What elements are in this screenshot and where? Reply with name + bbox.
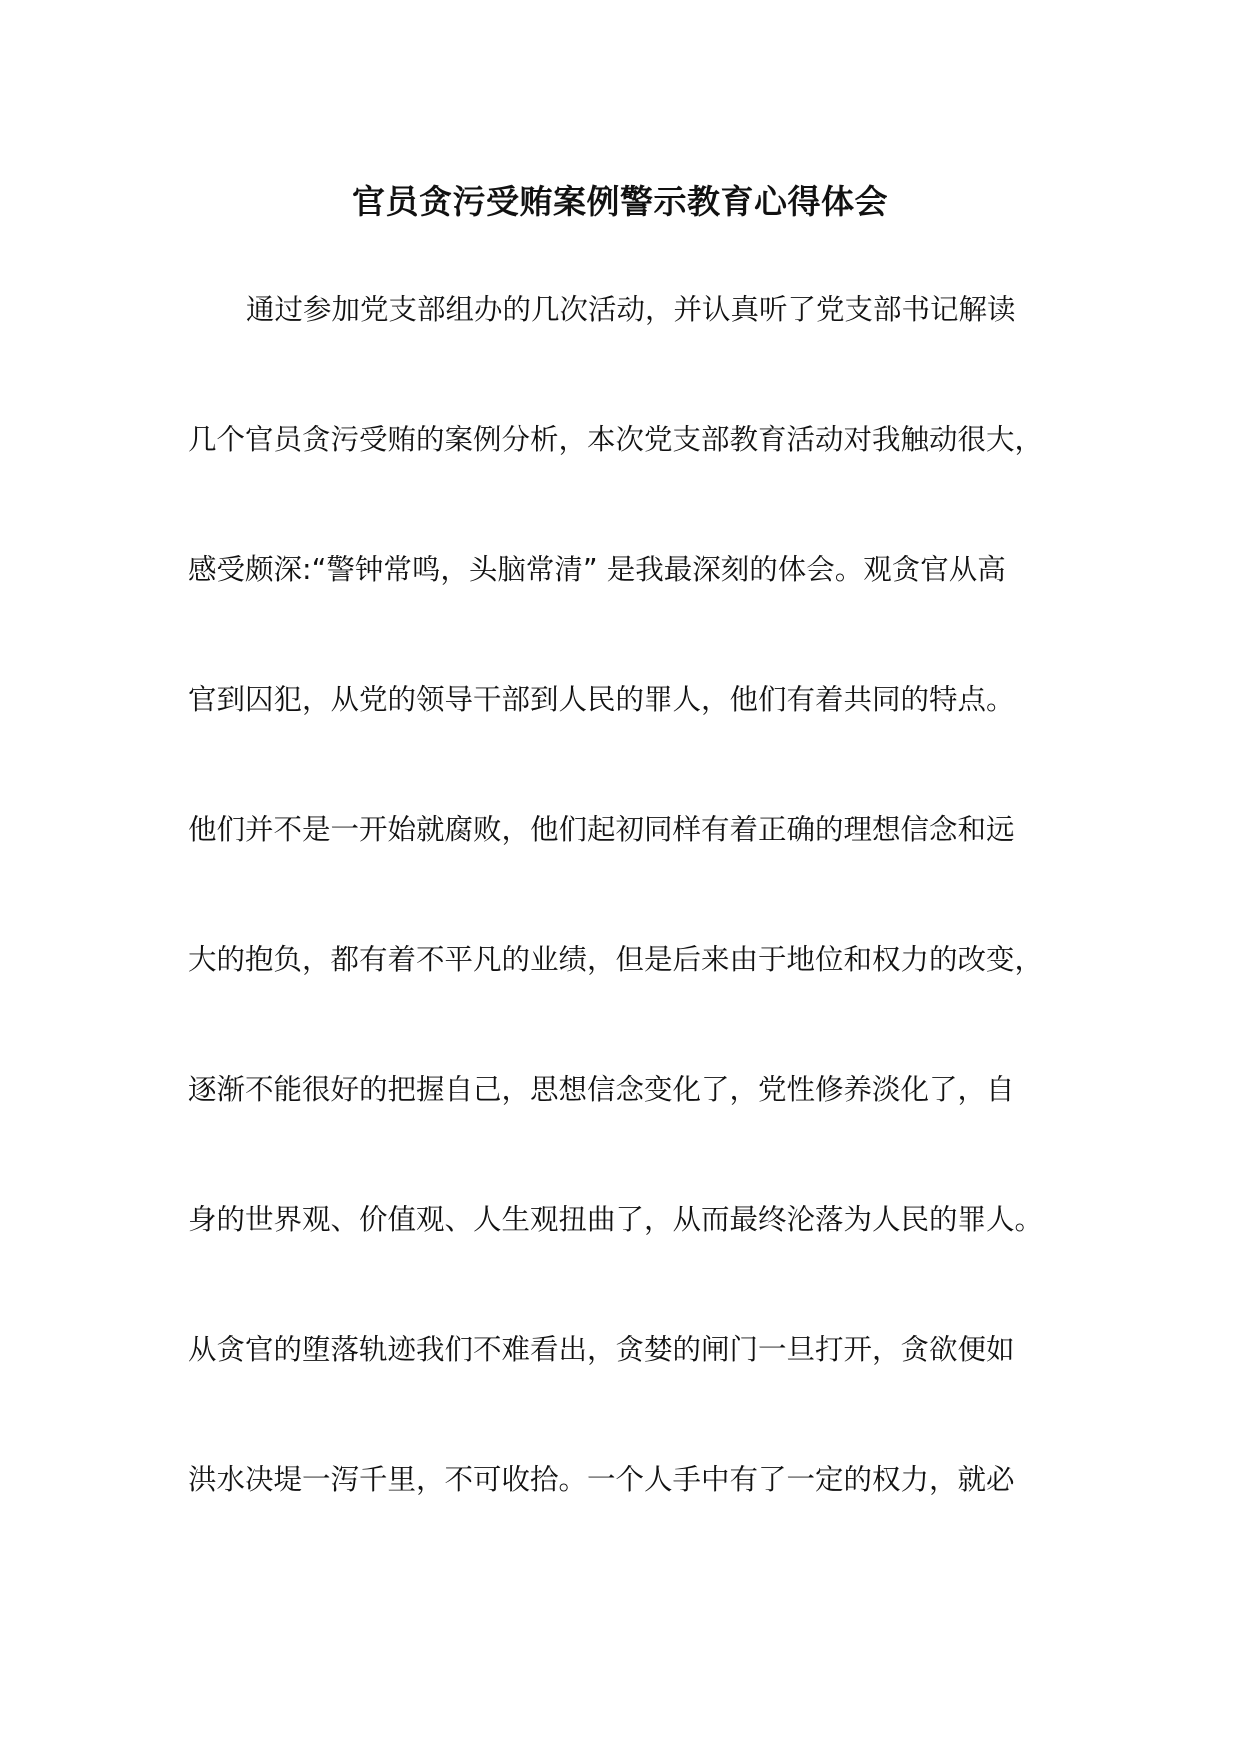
paragraph-line: 身的世界观、价值观、人生观扭曲了，从而最终沦落为人民的罪人。 <box>188 1203 1044 1236</box>
paragraph-line: 官到囚犯，从党的领导干部到人民的罪人，他们有着共同的特点。 <box>188 683 1015 716</box>
paragraph-line: 逐渐不能很好的把握自己，思想信念变化了，党性修养淡化了，自 <box>188 1073 1015 1106</box>
document-title: 官员贪污受贿案例警示教育心得体会 <box>352 182 888 221</box>
paragraph-line: 几个官员贪污受贿的案例分析，本次党支部教育活动对我触动很大， <box>188 423 1044 456</box>
paragraph-line: 他们并不是一开始就腐败，他们起初同样有着正确的理想信念和远 <box>188 813 1015 846</box>
paragraph-line: 感受颇深:“警钟常鸣，头脑常清” 是我最深刻的体会。观贪官从高 <box>188 553 1006 586</box>
paragraph-line: 从贪官的堕落轨迹我们不难看出，贪婪的闸门一旦打开，贪欲便如 <box>188 1333 1015 1366</box>
paragraph-line: 通过参加党支部组办的几次活动，并认真听了党支部书记解读 <box>246 293 1016 326</box>
paragraph-line: 大的抱负，都有着不平凡的业绩，但是后来由于地位和权力的改变， <box>188 943 1044 976</box>
paragraph-line: 洪水决堤一泻千里，不可收拾。一个人手中有了一定的权力，就必 <box>188 1463 1015 1496</box>
